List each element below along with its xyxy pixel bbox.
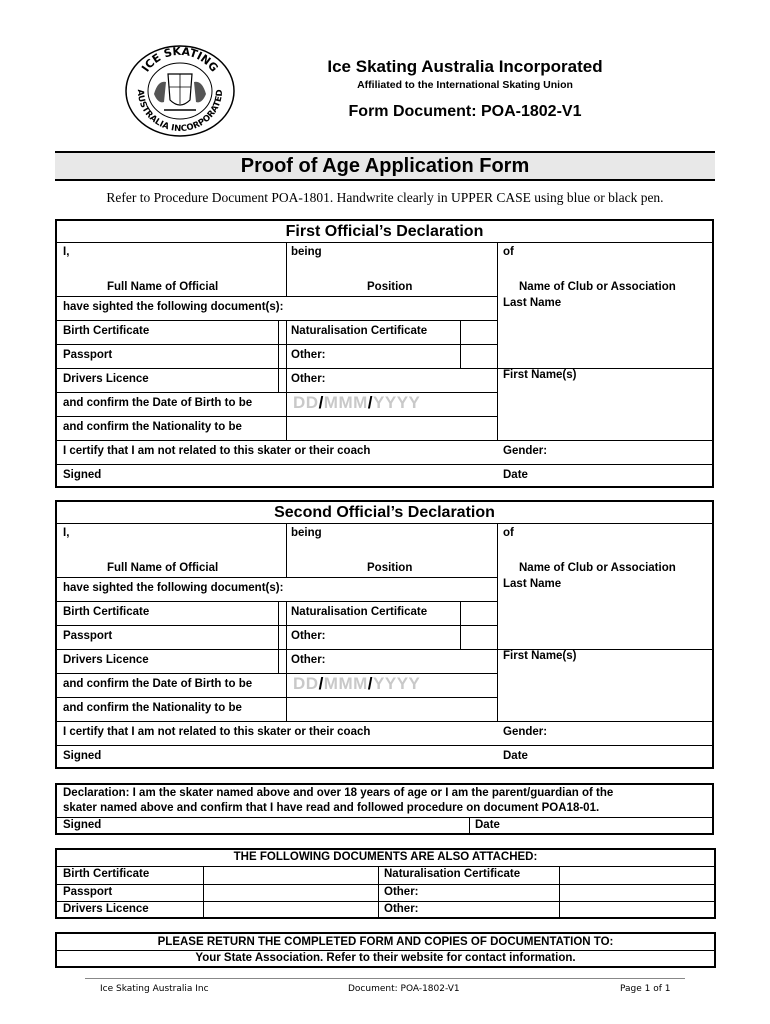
gender-label: Gender: [503, 445, 548, 457]
passport-label: Passport [63, 886, 113, 898]
naturalisation-label: Naturalisation Certificate [291, 325, 428, 337]
full-name-label: Full Name of Official [107, 562, 219, 574]
i-label: I, [63, 246, 70, 258]
other-label: Other: [291, 630, 326, 642]
naturalisation-label: Naturalisation Certificate [384, 868, 521, 880]
first-names-label: First Name(s) [503, 369, 577, 381]
confirm-dob-label: and confirm the Date of Birth to be [63, 678, 253, 690]
attached-title: THE FOLLOWING DOCUMENTS ARE ALSO ATTACHED: [233, 851, 538, 863]
confirm-nationality-label: and confirm the Nationality to be [63, 702, 242, 714]
position-label: Position [367, 562, 413, 574]
section-title: Second Official’s Declaration [274, 504, 495, 521]
form-document-number: Form Document: POA-1802-V1 [348, 103, 582, 120]
dob-day-placeholder: DD [293, 674, 319, 693]
instructions-text: Refer to Procedure Document POA-1801. Handwrite clearly in UPPER CASE using blue or black pen. [106, 190, 664, 205]
passport-label: Passport [63, 349, 113, 361]
sighted-label: have sighted the following document(s): [63, 582, 284, 594]
footer-document: Document: POA-1802-V1 [348, 984, 460, 994]
dob-separator: / [367, 674, 374, 693]
being-label: being [291, 527, 322, 539]
sighted-label: have sighted the following document(s): [63, 301, 284, 313]
drivers-licence-label: Drivers Licence [63, 654, 149, 666]
second-official-declaration [55, 500, 714, 769]
return-instructions [55, 932, 716, 968]
gender-label: Gender: [503, 726, 548, 738]
position-label: Position [367, 281, 413, 293]
first-official-declaration [55, 219, 714, 488]
dob-month-placeholder: MMM [323, 674, 368, 693]
drivers-licence-label: Drivers Licence [63, 903, 149, 915]
attached-documents [55, 848, 716, 919]
other-label: Other: [384, 903, 419, 915]
confirm-dob-label: and confirm the Date of Birth to be [63, 397, 253, 409]
dob-month-placeholder: MMM [323, 393, 368, 412]
confirm-nationality-label: and confirm the Nationality to be [63, 421, 242, 433]
date-of-birth-field[interactable] [293, 393, 420, 413]
drivers-licence-label: Drivers Licence [63, 373, 149, 385]
svg-text:AUSTRALIA INCORPORATED: AUSTRALIA INCORPORATED [134, 89, 226, 135]
affiliation-line: Affiliated to the International Skating Union [357, 79, 573, 91]
i-label: I, [63, 527, 70, 539]
date-label: Date [503, 469, 528, 481]
other-label: Other: [291, 373, 326, 385]
of-label: of [503, 246, 514, 258]
birth-certificate-label: Birth Certificate [63, 868, 150, 880]
svg-text:ICE SKATING: ICE SKATING [139, 44, 221, 75]
dob-year-placeholder: YYYY [373, 674, 421, 693]
skater-declaration [55, 783, 714, 835]
organisation-name: Ice Skating Australia Incorporated [327, 57, 603, 76]
birth-certificate-label: Birth Certificate [63, 325, 150, 337]
dob-separator: / [318, 393, 324, 412]
form-title: Proof of Age Application Form [55, 151, 715, 181]
club-label: Name of Club or Association [519, 281, 676, 293]
naturalisation-label: Naturalisation Certificate [291, 606, 428, 618]
declaration-line-2: skater named above and confirm that I have read and followed procedure on document POA18-01. [63, 802, 600, 814]
signed-label: Signed [63, 750, 102, 762]
of-label: of [503, 527, 514, 539]
last-name-label: Last Name [503, 297, 562, 309]
being-label: being [291, 246, 322, 258]
other-label: Other: [384, 886, 419, 898]
dob-separator: / [318, 674, 324, 693]
signed-label: Signed [63, 819, 102, 831]
section-title: First Official’s Declaration [285, 223, 484, 240]
birth-certificate-label: Birth Certificate [63, 606, 150, 618]
first-names-label: First Name(s) [503, 650, 577, 662]
certify-label: I certify that I am not related to this skater or their coach [63, 445, 371, 457]
date-of-birth-field[interactable] [293, 674, 420, 694]
passport-label: Passport [63, 630, 113, 642]
dob-year-placeholder: YYYY [373, 393, 421, 412]
club-label: Name of Club or Association [519, 562, 676, 574]
declaration-line-1: Declaration: I am the skater named above and over 18 years of age or I am the parent/guardian of the [63, 787, 614, 799]
return-line-1: PLEASE RETURN THE COMPLETED FORM AND COPIES OF DOCUMENTATION TO: [157, 936, 614, 948]
return-line-2: Your State Association. Refer to their website for contact information. [195, 952, 576, 964]
signed-label: Signed [63, 469, 102, 481]
certify-label: I certify that I am not related to this skater or their coach [63, 726, 371, 738]
ice-skating-australia-seal [124, 44, 236, 138]
footer-page-number: Page 1 of 1 [620, 984, 671, 994]
date-label: Date [503, 750, 528, 762]
other-label: Other: [291, 349, 326, 361]
footer-organisation: Ice Skating Australia Inc [100, 984, 209, 994]
full-name-label: Full Name of Official [107, 281, 219, 293]
footer-divider [85, 978, 685, 979]
dob-separator: / [367, 393, 374, 412]
last-name-label: Last Name [503, 578, 562, 590]
dob-day-placeholder: DD [293, 393, 319, 412]
other-label: Other: [291, 654, 326, 666]
date-label: Date [475, 819, 500, 831]
